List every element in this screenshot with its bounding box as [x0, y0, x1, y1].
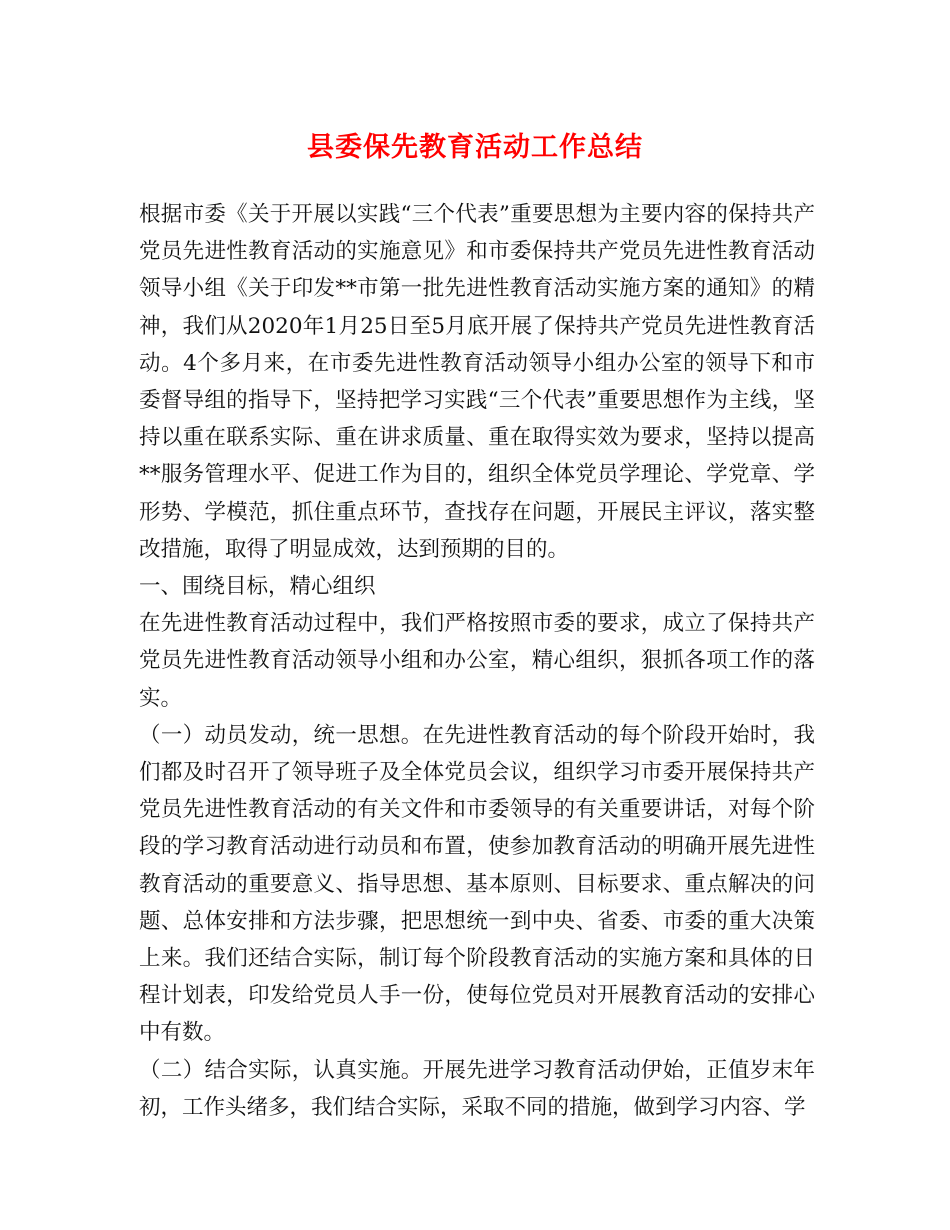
document-title: 县委保先教育活动工作总结 — [307, 132, 643, 163]
section-heading: 一、围绕目标，精心组织 — [139, 574, 376, 600]
intro-paragraph: 根据市委《关于开展以实践“三个代表”重要思想为主要内容的保持共产党员先进性教育活动的实施意见》和市委保持共产党员先进性教育活动领导小组《关于印发**市第一批先进性教育活动实施方案的通知》的精神，我们从2020年1月25日至5月底开展了保持共产党员先进性教育活动。4个多月来，在市委先进性教育活动领导小组办公室的领导下和市委督导组的指导下，坚持把学习实践“三个代表”重要思想作为主线，坚持以重在联系实际、重在讲求质量、重在取得实效为要求，坚持以提高**服务管理水平、促进工作为目的，组织全体党员学理论、学党章、学形势、学模范，抓住重点环节，查找存在问题，开展民主评议，落实整改措施，取得了明显成效，达到预期的目的。 — [139, 202, 815, 562]
document-body — [139, 196, 815, 1126]
subsection-paragraph-2: （二）结合实际，认真实施。开展先进学习教育活动伊始，正值岁末年初，工作头绪多，我们结合实际，采取不同的措施，做到学习内容、学 — [139, 1057, 815, 1120]
subsection-paragraph-1: （一）动员发动，统一思想。在先进性教育活动的每个阶段开始时，我们都及时召开了领导班子及全体党员会议，组织学习市委开展保持共产党员先进性教育活动的有关文件和市委领导的有关重要讲话，对每个阶段的学习教育活动进行动员和布置，使参加教育活动的明确开展先进性教育活动的重要意义、指导思想、基本原则、目标要求、重点解决的问题、总体安排和方法步骤，把思想统一到中央、省委、市委的重大决策上来。我们还结合实际，制订每个阶段教育活动的实施方案和具体的日程计划表，印发给党员人手一份，使每位党员对开展教育活动的安排心中有数。 — [139, 722, 815, 1046]
section-paragraph: 在先进性教育活动过程中，我们严格按照市委的要求，成立了保持共产党员先进性教育活动领导小组和办公室，精心组织，狠抓各项工作的落实。 — [139, 611, 815, 711]
